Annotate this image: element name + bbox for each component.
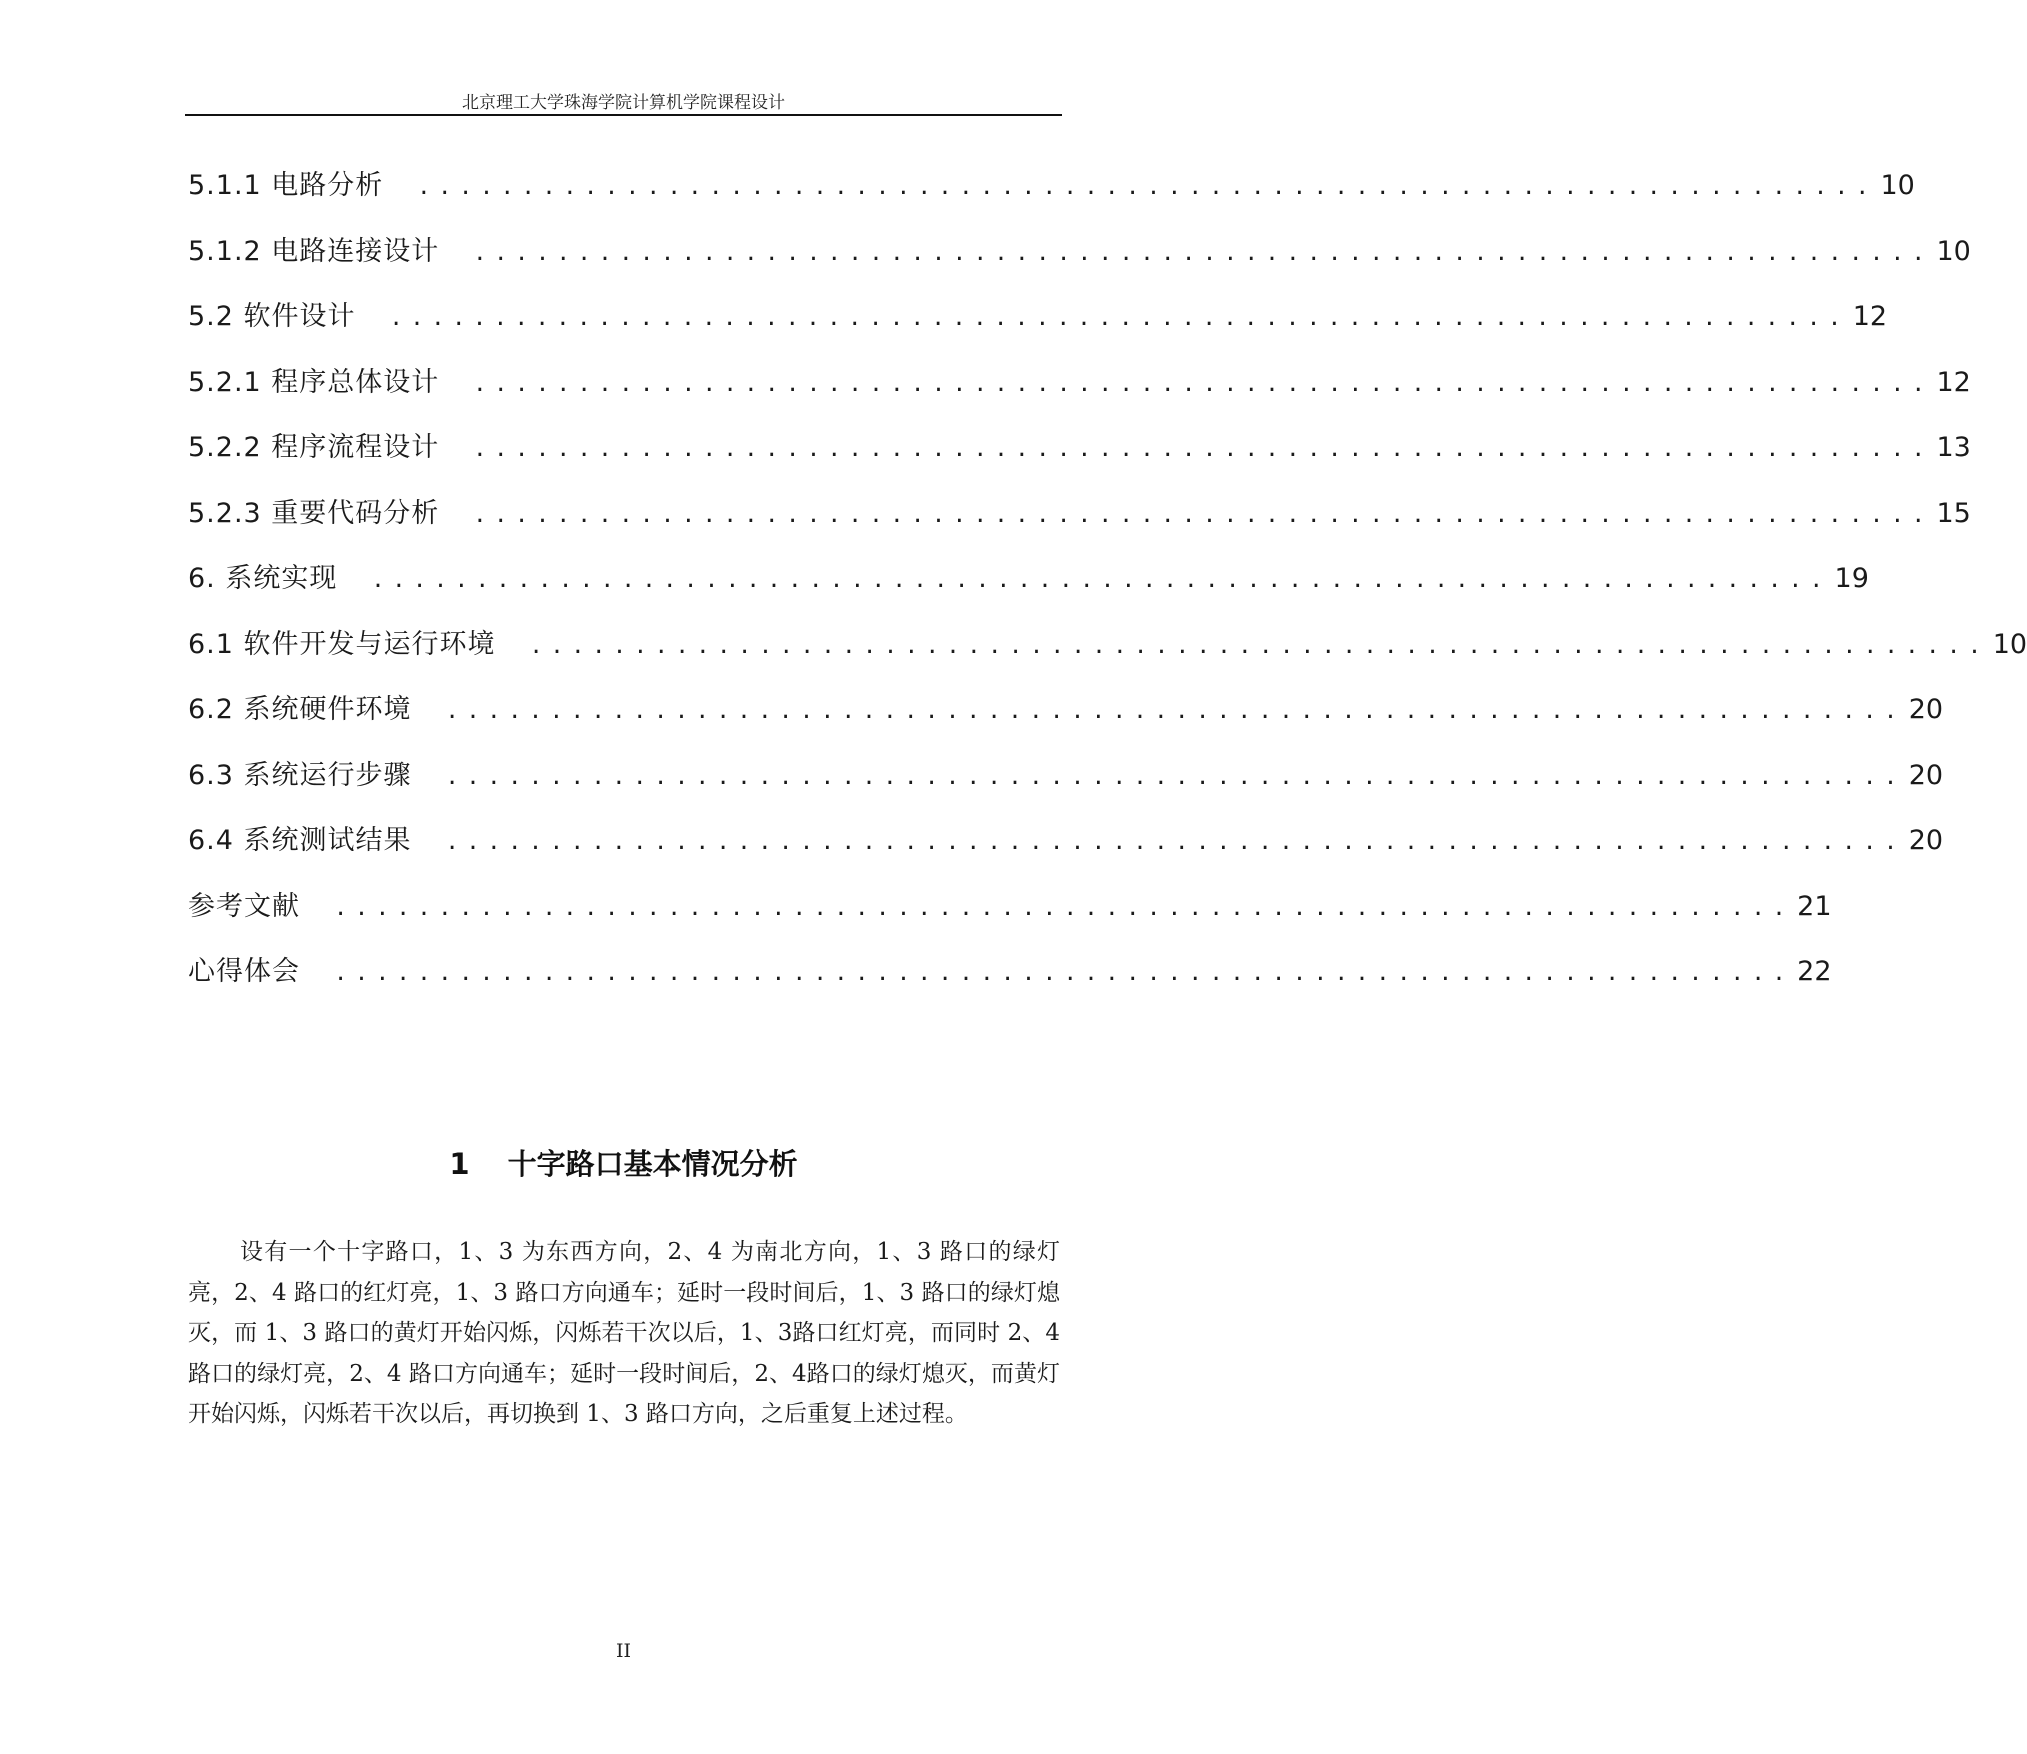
toc-entry-label: 5.2.3 重要代码分析 xyxy=(188,497,440,529)
toc-leader-dots: ...................................................................... xyxy=(334,961,1794,986)
page-number: II xyxy=(615,1640,631,1662)
toc-entry[interactable] xyxy=(188,294,1888,360)
toc-entry-label: 6.1 软件开发与运行环境 xyxy=(188,628,496,660)
toc-entry-page: 10 xyxy=(1992,628,2027,660)
toc-entry[interactable] xyxy=(188,425,1971,491)
toc-entry-label: 5.1.2 电路连接设计 xyxy=(188,235,440,267)
toc-entry-page: 20 xyxy=(1908,694,1944,725)
toc-entry[interactable] xyxy=(188,491,1971,557)
toc-leader-dots: ...................................................................... xyxy=(445,830,1905,855)
toc-entry-page: 12 xyxy=(1852,301,1888,332)
toc-leader-dots: ...................................................................... xyxy=(473,240,1933,266)
header-divider xyxy=(185,114,1062,116)
toc-leader-dots: ...................................................................... xyxy=(334,895,1794,921)
toc-entry[interactable] xyxy=(188,818,1944,884)
toc-entry[interactable] xyxy=(188,884,1832,950)
toc-entry-label: 5.1.1 电路分析 xyxy=(188,170,384,201)
body-paragraph: 设有一个十字路口，1、3 为东西方向，2、4 为南北方向，1、3 路口的绿灯亮，2、4 路口的红灯亮，1、3 路口方向通车；延时一段时间后，1、3 路口的绿灯熄灭，而 1、3 路口的黄灯开始闪烁，闪烁若干次以后，1、3路口红灯亮，而同时 2、4 路口的绿灯亮，2、4 路口方向通车；延时一段时间后，2、4路口的绿灯熄灭，而黄灯开始闪烁，闪烁若干次以后，再切换到 1、3 路口方向，之后重复上述过程。 xyxy=(188,1239,1060,1427)
toc-entry-page: 21 xyxy=(1797,890,1832,922)
toc-entry[interactable] xyxy=(188,753,1944,819)
toc-entry-page: 10 xyxy=(1880,170,1915,201)
toc-entry-page: 22 xyxy=(1797,956,1832,987)
toc-entry-page: 20 xyxy=(1908,825,1944,856)
toc-entry-page: 10 xyxy=(1936,235,1971,267)
section-title-text: 十字路口基本情况分析 xyxy=(507,1147,798,1181)
toc-entry-label: 6.3 系统运行步骤 xyxy=(188,759,412,791)
toc-leader-dots: ...................................................................... xyxy=(417,175,1877,200)
toc-entry-label: 5.2 软件设计 xyxy=(188,301,356,332)
toc-leader-dots: ...................................................................... xyxy=(529,633,1989,659)
toc-entry-label: 6.2 系统硬件环境 xyxy=(188,694,412,725)
toc-leader-dots: ...................................................................... xyxy=(389,306,1849,331)
toc-entry-label: 6.4 系统测试结果 xyxy=(188,825,412,856)
toc-entry[interactable] xyxy=(188,163,1915,229)
toc-entry[interactable] xyxy=(188,622,2027,688)
toc-entry-label: 5.2.2 程序流程设计 xyxy=(188,432,440,463)
table-of-contents xyxy=(188,163,2027,1015)
toc-entry[interactable] xyxy=(188,556,1869,622)
toc-entry[interactable] xyxy=(188,949,1832,1015)
toc-leader-dots: ...................................................................... xyxy=(371,568,1831,593)
toc-leader-dots: ...................................................................... xyxy=(473,437,1933,462)
toc-entry-page: 12 xyxy=(1936,366,1971,398)
toc-entry[interactable] xyxy=(188,687,1944,753)
toc-entry-label: 5.2.1 程序总体设计 xyxy=(188,366,440,398)
section-heading xyxy=(185,1142,1062,1183)
toc-entry-page: 20 xyxy=(1908,759,1944,791)
toc-leader-dots: ...................................................................... xyxy=(473,502,1933,528)
toc-entry-page: 15 xyxy=(1936,497,1971,529)
toc-entry[interactable] xyxy=(188,229,1971,295)
section-number: 1 xyxy=(449,1147,470,1181)
toc-leader-dots: ...................................................................... xyxy=(445,764,1905,790)
toc-entry-label: 参考文献 xyxy=(188,890,300,922)
toc-entry-label: 6. 系统实现 xyxy=(188,563,338,594)
toc-leader-dots: ...................................................................... xyxy=(473,371,1933,397)
toc-entry-label: 心得体会 xyxy=(188,956,300,987)
toc-entry[interactable] xyxy=(188,360,1971,426)
toc-entry-page: 13 xyxy=(1936,432,1971,463)
toc-entry-page: 19 xyxy=(1834,563,1869,594)
page-header: 北京理工大学珠海学院计算机学院课程设计 xyxy=(462,93,785,113)
toc-leader-dots: ...................................................................... xyxy=(445,699,1905,724)
